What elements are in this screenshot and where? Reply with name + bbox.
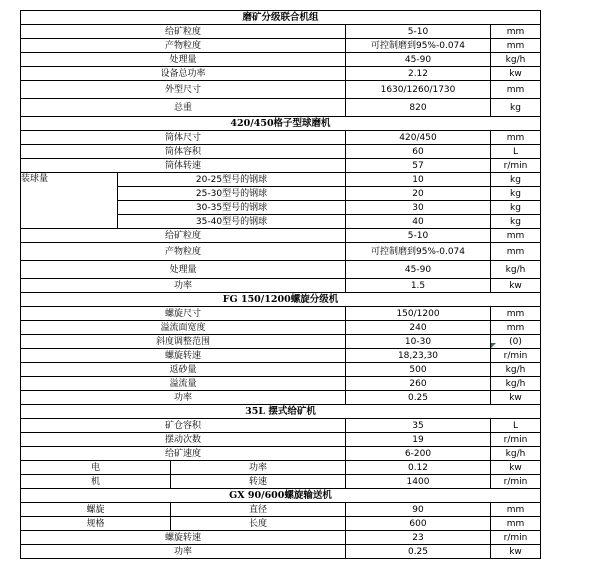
param-label: 斜度调整范围 xyxy=(20,334,346,349)
param-value: 820 xyxy=(345,98,491,117)
motor-param-label: 转速 xyxy=(170,474,346,489)
param-value: 20 xyxy=(345,186,491,201)
param-value: 600 xyxy=(345,516,491,531)
param-value: 150/1200 xyxy=(345,306,491,321)
ball-size: 30-35型号的钢球 xyxy=(117,200,346,215)
param-unit: mm xyxy=(490,38,541,53)
param-value: 57 xyxy=(345,158,491,173)
param-unit: mm xyxy=(490,502,541,517)
param-label: 矿仓容积 xyxy=(20,418,346,433)
param-value: 260 xyxy=(345,376,491,391)
param-value: 30 xyxy=(345,200,491,215)
section-title: 420/450格子型球磨机 xyxy=(20,116,541,131)
param-value: 1400 xyxy=(345,474,491,489)
param-value: 0.12 xyxy=(345,460,491,475)
param-value: 35 xyxy=(345,418,491,433)
param-label: 螺旋尺寸 xyxy=(20,306,346,321)
param-unit: kg/h xyxy=(490,52,541,67)
param-unit: kg/h xyxy=(490,446,541,461)
param-value: 40 xyxy=(345,214,491,229)
param-label: 摆动次数 xyxy=(20,432,346,447)
param-label: 螺旋转速 xyxy=(20,348,346,363)
screw-param-label: 长度 xyxy=(170,516,346,531)
param-unit: kw xyxy=(490,278,541,293)
param-label: 筒体转速 xyxy=(20,158,346,173)
param-unit: mm xyxy=(490,306,541,321)
param-unit: kw xyxy=(490,544,541,559)
param-unit: kw xyxy=(490,66,541,81)
param-unit: r/min xyxy=(490,474,541,489)
param-label: 返砂量 xyxy=(20,362,346,377)
param-value: 5-10 xyxy=(345,24,491,39)
param-unit: r/min xyxy=(490,158,541,173)
param-unit: r/min xyxy=(490,348,541,363)
param-label: 给矿粒度 xyxy=(20,228,346,243)
motor-label: 电 xyxy=(20,460,171,475)
param-label: 给矿速度 xyxy=(20,446,346,461)
spec-table xyxy=(20,10,540,560)
param-unit: kg/h xyxy=(490,260,541,279)
param-value: 90 xyxy=(345,502,491,517)
param-label: 处理量 xyxy=(20,52,346,67)
param-value: 5-10 xyxy=(345,228,491,243)
param-unit: kg xyxy=(490,98,541,117)
section-title: 磨矿分级联合机组 xyxy=(20,10,541,25)
motor-param-label: 功率 xyxy=(170,460,346,475)
param-unit: mm xyxy=(490,242,541,261)
param-value: 18,23,30 xyxy=(345,348,491,363)
motor-label: 机 xyxy=(20,474,171,489)
param-value: 可控制磨到95%-0.074 xyxy=(345,38,491,53)
param-label: 筒体尺寸 xyxy=(20,130,346,145)
param-unit: mm xyxy=(490,130,541,145)
param-value: 45-90 xyxy=(345,260,491,279)
param-label: 设备总功率 xyxy=(20,66,346,81)
param-label: 功率 xyxy=(20,544,346,559)
param-value: 60 xyxy=(345,144,491,159)
param-unit: kg/h xyxy=(490,376,541,391)
param-label: 功率 xyxy=(20,278,346,293)
param-value: 10 xyxy=(345,172,491,187)
param-unit: kw xyxy=(490,460,541,475)
param-unit: kw xyxy=(490,390,541,405)
param-unit: kg xyxy=(490,200,541,215)
param-unit: kg/h xyxy=(490,362,541,377)
ball-size: 20-25型号的钢球 xyxy=(117,172,346,187)
param-value: 1.5 xyxy=(345,278,491,293)
param-value: 1630/1260/1730 xyxy=(345,80,491,99)
param-value: 0.25 xyxy=(345,390,491,405)
param-label: 溢流量 xyxy=(20,376,346,391)
param-value: 420/450 xyxy=(345,130,491,145)
param-unit: L xyxy=(490,144,541,159)
param-label: 螺旋转速 xyxy=(20,530,346,545)
param-value: 10-30 xyxy=(345,334,491,349)
param-unit: mm xyxy=(490,320,541,335)
screw-label: 螺旋 xyxy=(20,502,171,517)
param-label: 功率 xyxy=(20,390,346,405)
param-value: 240 xyxy=(345,320,491,335)
ball-load-label: 装球量 xyxy=(20,172,118,229)
param-label: 总重 xyxy=(20,98,346,117)
param-unit: mm xyxy=(490,228,541,243)
param-unit: r/min xyxy=(490,530,541,545)
param-label: 处理量 xyxy=(20,260,346,279)
section-title: GX 90/600螺旋输送机 xyxy=(20,488,541,503)
param-unit: kg xyxy=(490,214,541,229)
param-label: 给矿粒度 xyxy=(20,24,346,39)
ball-size: 35-40型号的钢球 xyxy=(117,214,346,229)
param-label: 溢流面宽度 xyxy=(20,320,346,335)
param-unit: kg xyxy=(490,186,541,201)
section-title: FG 150/1200螺旋分级机 xyxy=(20,292,541,307)
param-value: 45-90 xyxy=(345,52,491,67)
param-unit: (0) xyxy=(490,334,541,349)
param-label: 产物粒度 xyxy=(20,38,346,53)
ball-size: 25-30型号的钢球 xyxy=(117,186,346,201)
param-label: 产物粒度 xyxy=(20,242,346,261)
param-unit: mm xyxy=(490,80,541,99)
param-unit: L xyxy=(490,418,541,433)
param-unit: r/min xyxy=(490,432,541,447)
param-value: 可控制磨到95%-0.074 xyxy=(345,242,491,261)
section-title: 35L 摆式给矿机 xyxy=(20,404,541,419)
param-label: 筒体容积 xyxy=(20,144,346,159)
comment-marker-icon xyxy=(491,343,496,348)
param-label: 外型尺寸 xyxy=(20,80,346,99)
param-unit: mm xyxy=(490,24,541,39)
param-value: 0.25 xyxy=(345,544,491,559)
param-unit: mm xyxy=(490,516,541,531)
param-value: 6-200 xyxy=(345,446,491,461)
param-value: 2.12 xyxy=(345,66,491,81)
param-unit: kg xyxy=(490,172,541,187)
param-value: 19 xyxy=(345,432,491,447)
param-value: 23 xyxy=(345,530,491,545)
screw-label: 规格 xyxy=(20,516,171,531)
param-value: 500 xyxy=(345,362,491,377)
screw-param-label: 直径 xyxy=(170,502,346,517)
